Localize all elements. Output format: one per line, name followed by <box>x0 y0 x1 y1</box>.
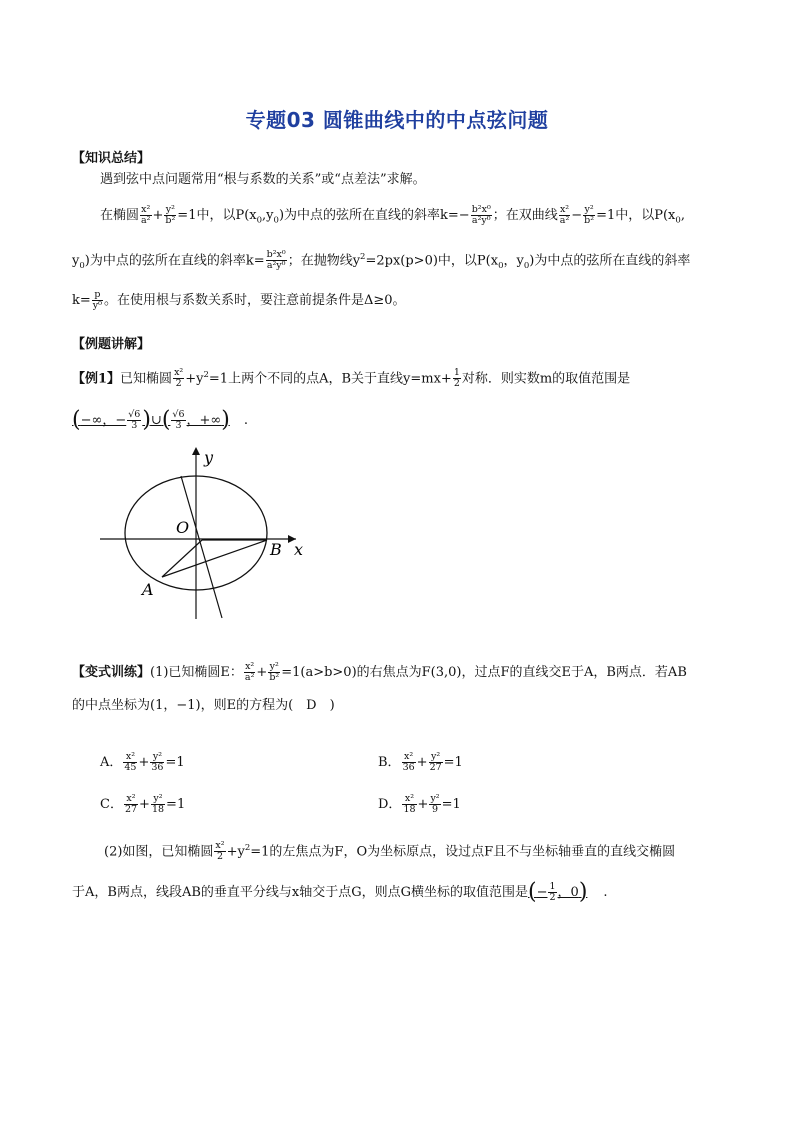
variant-q1-line1: 【变式训练】(1)已知椭圆E： $\frac{\text{x²}}{\text{a²}}$ + $\frac{\text{y²}}{\text{b²}}$ =1(a>b>0)的右焦点为F(3,0)，过点F的直线交E于A，B两点．若AB <box>72 661 687 683</box>
knowledge-line-3: $y_0$)为中点的弦所在直线的斜率k= $\frac{\text{b²x⁰}}{\text{a²y⁰}}$ ；在抛物线$y^2=2px(p>0)$中，以$P(x_0$，$y_0$)为中点的弦所在直线的斜率 <box>72 249 691 272</box>
option-d: D． $\frac{\text{x²}}{18}$ + $\frac{\text{y²}}{9}$ =1 <box>378 793 461 815</box>
section-knowledge: 【知识总结】 <box>72 151 151 166</box>
variant-q2-line1: (2)如图，已知椭圆 $\frac{\text{x²}}{2}$ $+y^2=1$的左焦点为F，O为坐标原点，设过点F且不与坐标轴垂直的直线交椭圆 <box>104 840 676 863</box>
label-y: y <box>204 448 214 467</box>
label-a: A <box>142 580 154 599</box>
option-a: A． $\frac{\text{x²}}{45}$ + $\frac{\text{y²}}{36}$ =1 <box>100 751 185 773</box>
variant-q1-line2: 的中点坐标为(1，−1)，则E的方程为( D ) <box>72 698 335 713</box>
label-x: x <box>294 540 304 559</box>
option-b: B． $\frac{\text{x²}}{36}$ + $\frac{\text{y²}}{27}$ =1 <box>378 751 463 773</box>
example1-question: 【例1】已知椭圆 $\frac{\text{x²}}{2}$ $+y^2=1$上两个不同的点A，B关于直线y=mx+ $\frac{1}{2}$ 对称．则实数m的取值范围是 <box>72 367 631 390</box>
page-title: 专题03 圆锥曲线中的中点弦问题 <box>245 108 549 132</box>
label-o: O <box>176 518 190 537</box>
example1-answer: (−∞，− $\frac{√6}{3}$ )∪( $\frac{√6}{3}$ ，+∞) . <box>72 407 248 433</box>
knowledge-line-4: k= $\frac{p}{\text{y⁰}}$ 。在使用根与系数关系时，要注意前提条件是Δ≥0。 <box>72 289 406 311</box>
label-b: B <box>270 540 282 559</box>
knowledge-line-1: 遇到弦中点问题常用“根与系数的关系”或“点差法”求解。 <box>100 172 426 187</box>
section-example: 【例题讲解】 <box>72 337 151 352</box>
ellipse-figure <box>98 443 308 623</box>
variant-q2-line2: 于A，B两点，线段AB的垂直平分线与x轴交于点G，则点G横坐标的取值范围是(− $\frac{1}{2}$ ，0) . <box>72 879 608 905</box>
option-c: C． $\frac{\text{x²}}{27}$ + $\frac{\text{y²}}{18}$ =1 <box>100 793 186 815</box>
knowledge-line-2: 在椭圆 $\frac{\text{x²}}{\text{a²}}$ + $\frac{\text{y²}}{\text{b²}}$ =1中，以$P(x_0,y_0)$为中点的弦所在直线的斜率k=− $\frac{\text{b²x⁰}}{\text{a²y⁰}}$ ；在双曲线 $\frac{\text{x²}}{\text{a²}}$ − $\frac{\text{y²}}{\text{b²}}$ =1中，以$P(x_0$, <box>100 204 685 226</box>
